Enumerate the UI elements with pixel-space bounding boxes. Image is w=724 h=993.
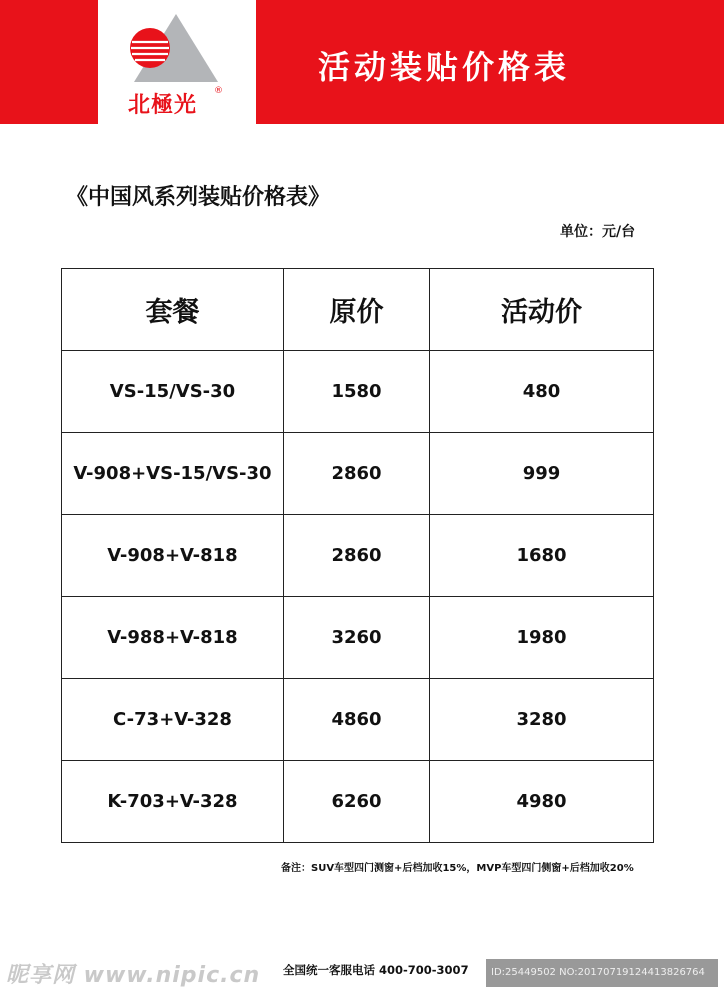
brand-logo	[98, 0, 256, 124]
cell-promo-price: 999	[430, 433, 654, 515]
table-row	[62, 597, 654, 679]
watermark-site: 昵享网 www.nipic.cn	[6, 963, 261, 988]
cell-original-price: 2860	[284, 433, 430, 515]
table-row	[62, 351, 654, 433]
cell-original-price: 4860	[284, 679, 430, 761]
cell-package: C-73+V-328	[62, 679, 284, 761]
cell-package: V-988+V-818	[62, 597, 284, 679]
cell-package: V-908+VS-15/VS-30	[62, 433, 284, 515]
cell-promo-price: 1980	[430, 597, 654, 679]
header-banner	[0, 0, 724, 124]
service-hotline: 全国统一客服电话 400-700-3007	[283, 963, 469, 977]
price-table	[61, 268, 654, 843]
table-row	[62, 679, 654, 761]
cell-original-price: 2860	[284, 515, 430, 597]
cell-promo-price: 1680	[430, 515, 654, 597]
header-promo-price: 活动价	[430, 269, 654, 351]
footnote: 备注：SUV车型四门测窗+后档加收15%，MVP车型四门侧窗+后档加收20%	[281, 863, 634, 874]
cell-promo-price: 4980	[430, 761, 654, 843]
cell-original-price: 1580	[284, 351, 430, 433]
cell-package: K-703+V-328	[62, 761, 284, 843]
table-row	[62, 433, 654, 515]
header-package: 套餐	[62, 269, 284, 351]
cell-package: VS-15/VS-30	[62, 351, 284, 433]
cell-promo-price: 480	[430, 351, 654, 433]
table-header-row	[62, 269, 654, 351]
unit-label: 单位：元/台	[560, 224, 636, 240]
watermark-id-box	[486, 959, 718, 987]
cell-original-price: 6260	[284, 761, 430, 843]
cell-original-price: 3260	[284, 597, 430, 679]
logo-wordmark: 北極光	[128, 93, 198, 118]
table-row	[62, 761, 654, 843]
watermark-id: ID:25449502 NO:20170719124413826764	[491, 967, 705, 978]
cell-package: V-908+V-818	[62, 515, 284, 597]
registered-mark: ®	[214, 86, 223, 96]
header-original-price: 原价	[284, 269, 430, 351]
table-row	[62, 515, 654, 597]
document-title: 《中国风系列装贴价格表》	[66, 185, 331, 210]
cell-promo-price: 3280	[430, 679, 654, 761]
banner-title: 活动装贴价格表	[318, 48, 571, 86]
